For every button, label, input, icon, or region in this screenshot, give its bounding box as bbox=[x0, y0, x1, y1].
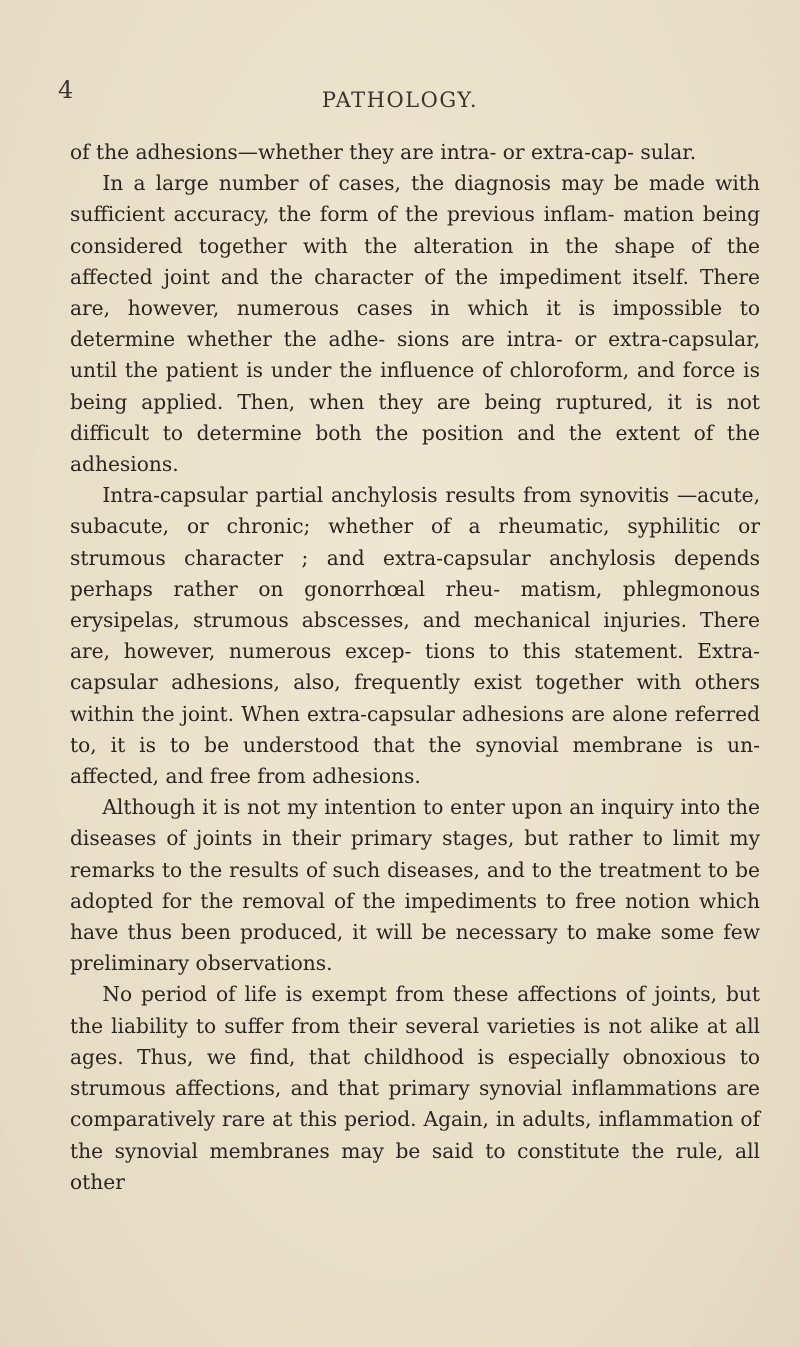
page-number: 4 bbox=[58, 76, 74, 104]
paragraph-diagnosis: In a large number of cases, the diagnosis may be made with sufficient accuracy, the form of the previous inflam- mation being considered together with the alteration in the shape of the affected joint and the character of the impediment itself. There are, however, numerous cases in which it is impossible to determine whether the adhe- sions are intra- or extra-capsular, until the patient is under the influence of chloroform, and force is being applied. Then, when they are being ruptured, it is not difficult to determine both the position and the extent of the adhesions. bbox=[70, 171, 760, 477]
paragraph-intra-capsular: Intra-capsular partial anchylosis results from synovitis —acute, subacute, or chronic; whether of a rheumatic, syphilitic or strumous character ; and extra-capsular anchylosis depends perhaps rather on gonorrhœal rheu- matism, phlegmonous erysipelas, strumous abscesses, and mechanical injuries. There are, however, numerous excep- tions to this statement. Extra-capsular adhesions, also, frequently exist together with others within the joint. When extra-capsular adhesions are alone referred to, it is to be understood that the synovial membrane is un- affected, and free from adhesions. bbox=[70, 483, 760, 789]
paragraph-intention: Although it is not my intention to enter upon an inquiry into the diseases of joints in their primary stages, but rather to limit my remarks to the results of such diseases, and to the treatment to be adopted for the removal of the impediments to free notion which have thus been produced, it will be necessary to make some few preliminary observations. bbox=[70, 795, 760, 976]
running-head: PATHOLOGY. bbox=[321, 88, 479, 112]
paragraph-period-of-life: No period of life is exempt from these affections of joints, but the liability to suffer from their several varieties is not alike at all ages. Thus, we find, that childhood is especially obnoxious to strumous affections, and that primary synovial inflammations are comparatively rare at this period. Again, in adults, inflammation of the synovial membranes may be said to constitute the rule, all other bbox=[70, 982, 760, 1194]
body-text bbox=[70, 137, 760, 1198]
paragraph-continuation: of the adhesions—whether they are intra- or extra-cap- sular. bbox=[70, 140, 697, 164]
